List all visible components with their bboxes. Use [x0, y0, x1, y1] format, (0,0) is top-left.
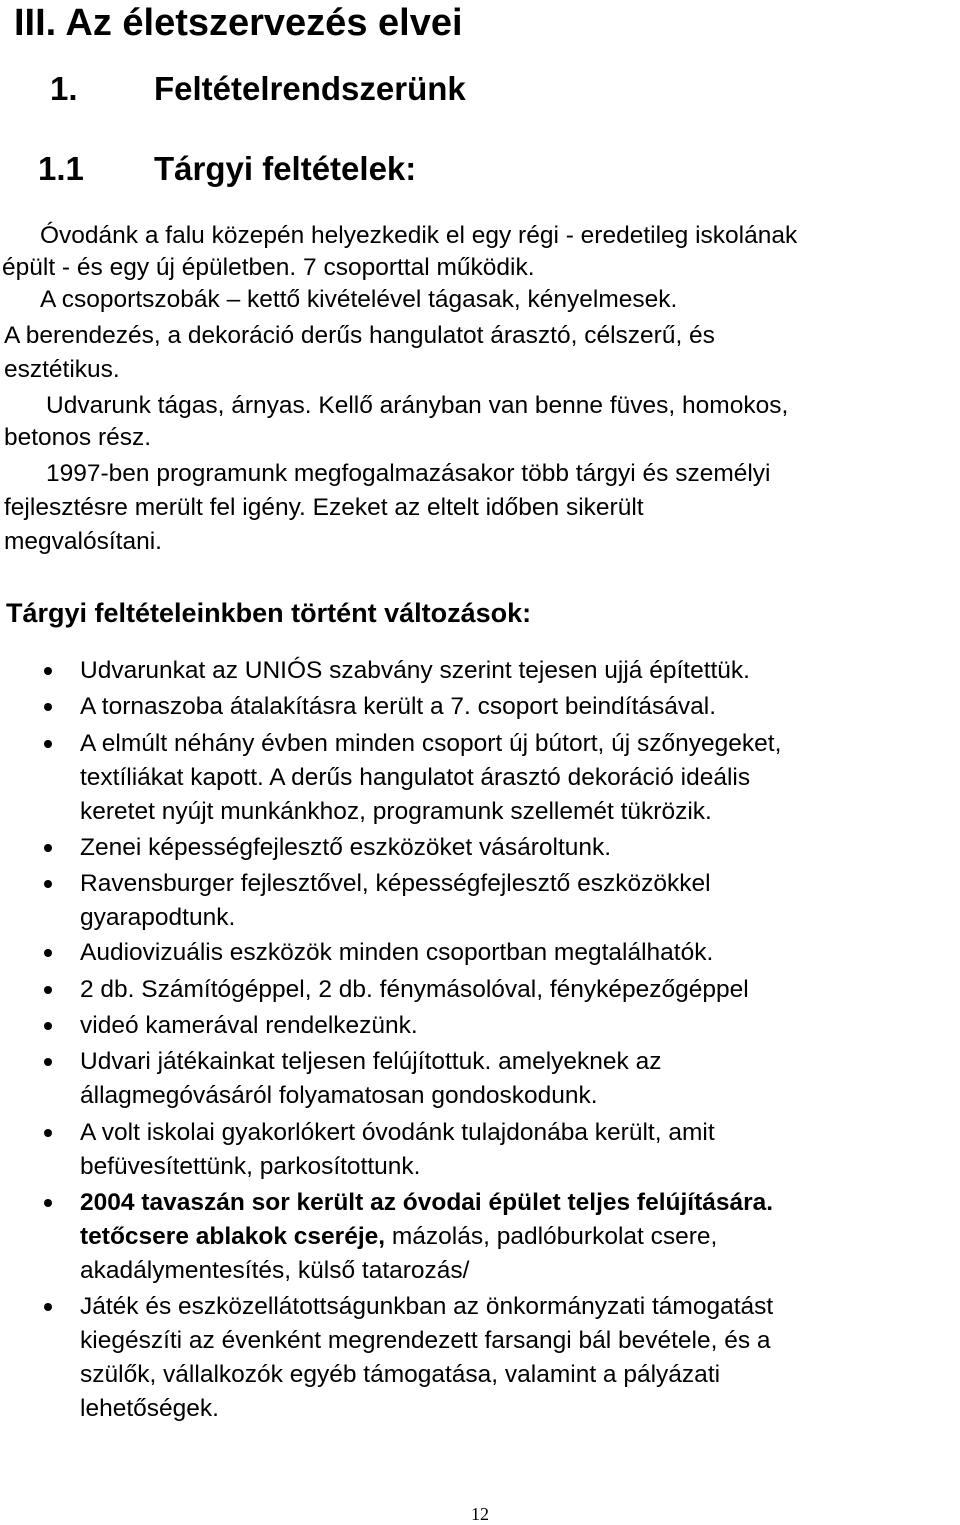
bullet-icon — [44, 703, 52, 711]
list-item-text: Udvarunkat az UNIÓS szabvány szerint tejesen ujjá építettük. — [80, 657, 750, 684]
list-item-text — [80, 1220, 717, 1254]
list-item-text: A tornaszoba átalakításra került a 7. csoport beindításával. — [80, 693, 717, 720]
list-item-text: Audiovizuális eszközök minden csoportban megtalálhatók. — [80, 939, 714, 966]
list-item-text: Zenei képességfejlesztő eszközöket vásároltunk. — [80, 834, 612, 861]
bullet-icon — [44, 1199, 52, 1207]
bullet-icon — [44, 844, 52, 852]
list-item-text: Udvari játékainkat teljesen felújítottuk. amelyeknek az — [80, 1048, 662, 1075]
list-item-text: A elmúlt néhány évben minden csoport új bútort, új szőnyegeket, — [80, 730, 782, 757]
list-item-text: szülők, vállalkozók egyéb támogatása, valamint a pályázati — [80, 1361, 721, 1388]
list-item-text: kiegészíti az évenként megrendezett farsangi bál bevétele, és a — [80, 1327, 771, 1354]
section-number: 1. — [50, 70, 78, 107]
section-title: Feltételrendszerünk — [154, 70, 466, 107]
list-item-text: videó kamerával rendelkezünk. — [80, 1012, 418, 1039]
chapter-title: III. Az életszervezés elvei — [14, 2, 463, 44]
subsection-number: 1.1 — [38, 150, 84, 187]
list-item-text: A volt iskolai gyakorlókert óvodánk tulajdonába került, amit — [80, 1119, 715, 1146]
intro-line: Óvodánk a falu közepén helyezkedik el egy régi - eredetileg iskolának — [40, 222, 798, 249]
list-item-text: textíliákat kapott. A derűs hangulatot árasztó dekoráció ideális — [80, 764, 751, 791]
intro-line: fejlesztésre merült fel igény. Ezeket az eltelt időben sikerült — [4, 494, 644, 521]
bullet-icon — [44, 986, 52, 994]
subsection-title: Tárgyi feltételek: — [154, 150, 417, 187]
list-item-text: állagmegóvásáról folyamatosan gondoskodunk. — [80, 1082, 598, 1109]
list-item-text: Ravensburger fejlesztővel, képességfejlesztő eszközökkel — [80, 870, 711, 897]
bullet-icon — [44, 1303, 52, 1311]
intro-line: Udvarunk tágas, árnyas. Kellő arányban van benne füves, homokos, — [46, 392, 789, 419]
bullet-icon — [44, 1129, 52, 1137]
list-item-text: lehetőségek. — [80, 1395, 219, 1422]
intro-line: épült - és egy új épületben. 7 csoporttal működik. — [2, 254, 535, 281]
bullet-icon — [44, 667, 52, 675]
bullet-icon — [44, 880, 52, 888]
list-item-text-bold: 2004 tavaszán sor került az óvodai épület teljes felújítására. — [80, 1189, 774, 1216]
list-item-text: befüvesítettünk, parkosítottunk. — [80, 1153, 421, 1180]
bullet-icon — [44, 740, 52, 748]
list-item-text: gyarapodtunk. — [80, 904, 236, 931]
bullet-icon — [44, 1058, 52, 1066]
intro-line: megvalósítani. — [4, 528, 162, 555]
changes-title: Tárgyi feltételeinkben történt változások: — [6, 598, 532, 628]
intro-line: esztétikus. — [4, 356, 120, 383]
list-item-text: akadálymentesítés, külső tatarozás/ — [80, 1257, 470, 1284]
list-item-text-rest: mázolás, padlóburkolat csere, — [385, 1223, 718, 1250]
bullet-icon — [44, 1022, 52, 1030]
list-item-text: Játék és eszközellátottságunkban az önkormányzati támogatást — [80, 1293, 774, 1320]
intro-line: A berendezés, a dekoráció derűs hangulatot árasztó, célszerű, és — [4, 322, 715, 349]
bullet-icon — [44, 949, 52, 957]
list-item-text: keretet nyújt munkánkhoz, programunk szellemét tükrözik. — [80, 798, 712, 825]
list-item-text-bold: tetőcsere ablakok cseréje, — [80, 1223, 386, 1250]
page-number: 12 — [471, 1504, 489, 1524]
intro-line: A csoportszobák – kettő kivételével tágasak, kényelmesek. — [40, 286, 678, 313]
list-item-text: 2 db. Számítógéppel, 2 db. fénymásolóval, fényképezőgéppel — [80, 976, 749, 1003]
intro-line: 1997-ben programunk megfogalmazásakor több tárgyi és személyi — [46, 460, 771, 487]
intro-line: betonos rész. — [4, 424, 152, 451]
